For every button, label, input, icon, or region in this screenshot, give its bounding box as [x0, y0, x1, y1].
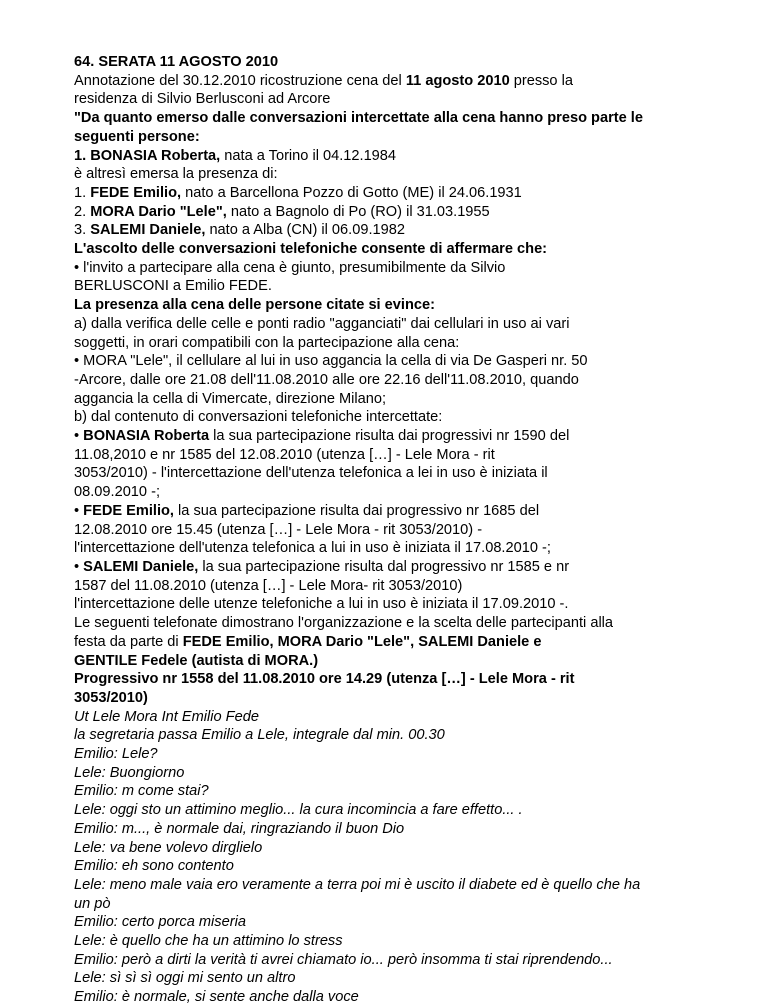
italic-text: Ut Lele Mora Int Emilio Fede — [74, 708, 259, 725]
text-segment: 1587 del 11.08.2010 (utenza […] - Lele Mora- rit 3053/2010) — [74, 577, 463, 594]
text-line — [74, 670, 754, 689]
text-segment: festa da parte di — [74, 633, 183, 650]
bold-text: FEDE Emilio, — [83, 502, 174, 519]
italic-text: Lele: sì sì sì oggi mi sento un altro — [74, 970, 296, 987]
text-line — [74, 614, 754, 633]
text-line — [74, 913, 754, 932]
text-line — [74, 203, 754, 222]
bold-text: SALEMI Daniele, — [83, 558, 199, 575]
bold-text: 11 agosto 2010 — [405, 72, 510, 89]
text-segment: la sua partecipazione risulta dal progressivo nr 1585 e nr — [198, 558, 570, 575]
italic-text: Emilio: certo porca miseria — [74, 914, 246, 931]
text-line — [74, 839, 754, 858]
italic-text: Lele: meno male vaia ero veramente a terra poi mi è uscito il diabete ed è quello che ha — [74, 876, 641, 893]
text-line — [74, 539, 754, 558]
text-line — [74, 577, 754, 596]
bold-text: L'ascolto delle conversazioni telefoniche consente di affermare che: — [74, 241, 548, 258]
text-line — [74, 689, 754, 708]
text-segment: • — [74, 502, 84, 519]
text-segment: nato a Alba (CN) il 06.09.1982 — [205, 222, 405, 239]
text-line — [74, 764, 754, 783]
text-segment: è altresì emersa la presenza di: — [74, 166, 278, 183]
text-line — [74, 408, 754, 427]
text-segment: 08.09.2010 -; — [74, 484, 161, 501]
italic-text: Emilio: è normale, si sente anche dalla voce — [74, 989, 359, 1006]
text-line — [74, 988, 754, 1007]
bold-text: La presenza alla cena delle persone citate si evince: — [74, 297, 435, 314]
text-segment: 11.08,2010 e nr 1585 del 12.08.2010 (utenza […] - Lele Mora - rit — [74, 446, 495, 463]
text-line — [74, 334, 754, 353]
text-segment: Le seguenti telefonate dimostrano l'organizzazione e la scelta delle partecipanti alla — [74, 615, 614, 632]
italic-text: Lele: va bene volevo dirglielo — [74, 839, 263, 856]
text-line — [74, 277, 754, 296]
italic-text: Lele: oggi sto un attimino meglio... la cura incomincia a fare effetto... . — [74, 802, 523, 819]
italic-text: Emilio: m..., è normale dai, ringraziando il buon Dio — [74, 820, 405, 837]
text-segment: Annotazione del 30.12.2010 ricostruzione cena del — [74, 72, 406, 89]
bold-text: SALEMI Daniele, — [90, 222, 206, 239]
text-segment: • MORA "Lele", il cellulare al lui in uso aggancia la cella di via De Gasperi nr. 50 — [74, 353, 588, 370]
text-segment: soggetti, in orari compatibili con la partecipazione alla cena: — [74, 334, 460, 351]
text-line — [74, 801, 754, 820]
text-line — [74, 53, 754, 72]
text-segment: • l'invito a partecipare alla cena è giunto, presumibilmente da Silvio — [74, 259, 506, 276]
text-segment: a) dalla verifica delle celle e ponti radio "agganciati" dai cellulari in uso ai vari — [74, 315, 570, 332]
text-line — [74, 259, 754, 278]
text-line — [74, 633, 754, 652]
italic-text: Emilio: eh sono contento — [74, 858, 234, 875]
text-segment: nato a Barcellona Pozzo di Gotto (ME) il 24.06.1931 — [181, 184, 522, 201]
text-segment: -Arcore, dalle ore 21.08 dell'11.08.2010 alle ore 22.16 dell'11.08.2010, quando — [74, 371, 579, 388]
text-segment: 3053/2010) - l'intercettazione dell'utenza telefonica a lei in uso è iniziata il — [74, 465, 548, 482]
bold-text: GENTILE Fedele (autista di MORA.) — [74, 652, 319, 669]
text-segment: 12.08.2010 ore 15.45 (utenza […] - Lele Mora - rit 3053/2010) - — [74, 521, 483, 538]
bold-text: FEDE Emilio, — [90, 184, 182, 201]
text-segment: BERLUSCONI a Emilio FEDE. — [74, 278, 272, 295]
text-line — [74, 595, 754, 614]
bold-text: FEDE Emilio, MORA Dario "Lele", SALEMI Daniele e — [182, 633, 542, 650]
text-segment: 1. — [74, 184, 91, 201]
bold-text: 3053/2010) — [74, 689, 148, 706]
italic-text: Emilio: però a dirti la verità ti avrei chiamato io... però insomma ti stai riprendendo... — [74, 951, 613, 968]
bold-text: seguenti persone: — [74, 128, 200, 145]
bold-text: MORA Dario "Lele", — [90, 203, 227, 220]
text-line — [74, 745, 754, 764]
bold-text: Progressivo nr 1558 del 11.08.2010 ore 14.29 (utenza […] - Lele Mora - rit — [74, 671, 575, 688]
text-segment: l'intercettazione dell'utenza telefonica a lui in uso è iniziata il 17.08.2010 -; — [74, 540, 551, 557]
text-segment: aggancia la cella di Vimercate, direzione Milano; — [74, 390, 387, 407]
text-segment: residenza di Silvio Berlusconi ad Arcore — [74, 91, 331, 108]
text-line — [74, 390, 754, 409]
text-line — [74, 951, 754, 970]
text-line — [74, 820, 754, 839]
text-line — [74, 876, 754, 895]
text-line — [74, 464, 754, 483]
italic-text: Emilio: Lele? — [74, 746, 158, 763]
text-line — [74, 502, 754, 521]
document-body — [74, 53, 754, 1007]
bold-text: 64. SERATA 11 AGOSTO 2010 — [74, 54, 279, 70]
text-line — [74, 240, 754, 259]
text-segment: 3. — [74, 222, 91, 239]
text-line — [74, 165, 754, 184]
text-line — [74, 708, 754, 727]
text-line — [74, 782, 754, 801]
text-line — [74, 483, 754, 502]
text-segment: • — [74, 428, 84, 445]
text-segment: l'intercettazione delle utenze telefoniche a lui in uso è iniziata il 17.09.2010 -. — [74, 596, 569, 613]
text-line — [74, 109, 754, 128]
text-line — [74, 184, 754, 203]
text-line — [74, 352, 754, 371]
text-segment: la sua partecipazione risulta dai progressivo nr 1685 del — [174, 502, 540, 519]
text-line — [74, 128, 754, 147]
bold-text: BONASIA Roberta — [83, 428, 210, 445]
text-line — [74, 652, 754, 671]
italic-text: Lele: è quello che ha un attimino lo stress — [74, 933, 343, 950]
text-line — [74, 446, 754, 465]
italic-text: Emilio: m come stai? — [74, 783, 209, 800]
text-segment: nato a Bagnolo di Po (RO) il 31.03.1955 — [226, 203, 490, 220]
italic-text: la segretaria passa Emilio a Lele, integrale dal min. 00.30 — [74, 727, 445, 744]
text-line — [74, 895, 754, 914]
text-segment: • — [74, 558, 84, 575]
text-line — [74, 90, 754, 109]
text-line — [74, 932, 754, 951]
text-line — [74, 72, 754, 91]
text-line — [74, 371, 754, 390]
text-segment: b) dal contenuto di conversazioni telefoniche intercettate: — [74, 409, 443, 426]
text-line — [74, 296, 754, 315]
text-line — [74, 521, 754, 540]
text-segment: presso la — [509, 72, 573, 89]
text-line — [74, 427, 754, 446]
text-line — [74, 857, 754, 876]
text-line — [74, 315, 754, 334]
bold-text: 1. BONASIA Roberta, — [74, 147, 221, 164]
italic-text: un pò — [74, 895, 111, 912]
text-line — [74, 147, 754, 166]
text-segment: 2. — [74, 203, 91, 220]
text-segment: la sua partecipazione risulta dai progressivi nr 1590 del — [209, 428, 570, 445]
text-line — [74, 726, 754, 745]
text-line — [74, 221, 754, 240]
text-line — [74, 969, 754, 988]
text-segment: nata a Torino il 04.12.1984 — [220, 147, 397, 164]
text-line — [74, 558, 754, 577]
bold-text: "Da quanto emerso dalle conversazioni intercettate alla cena hanno preso parte le — [74, 110, 643, 127]
italic-text: Lele: Buongiorno — [74, 764, 185, 781]
